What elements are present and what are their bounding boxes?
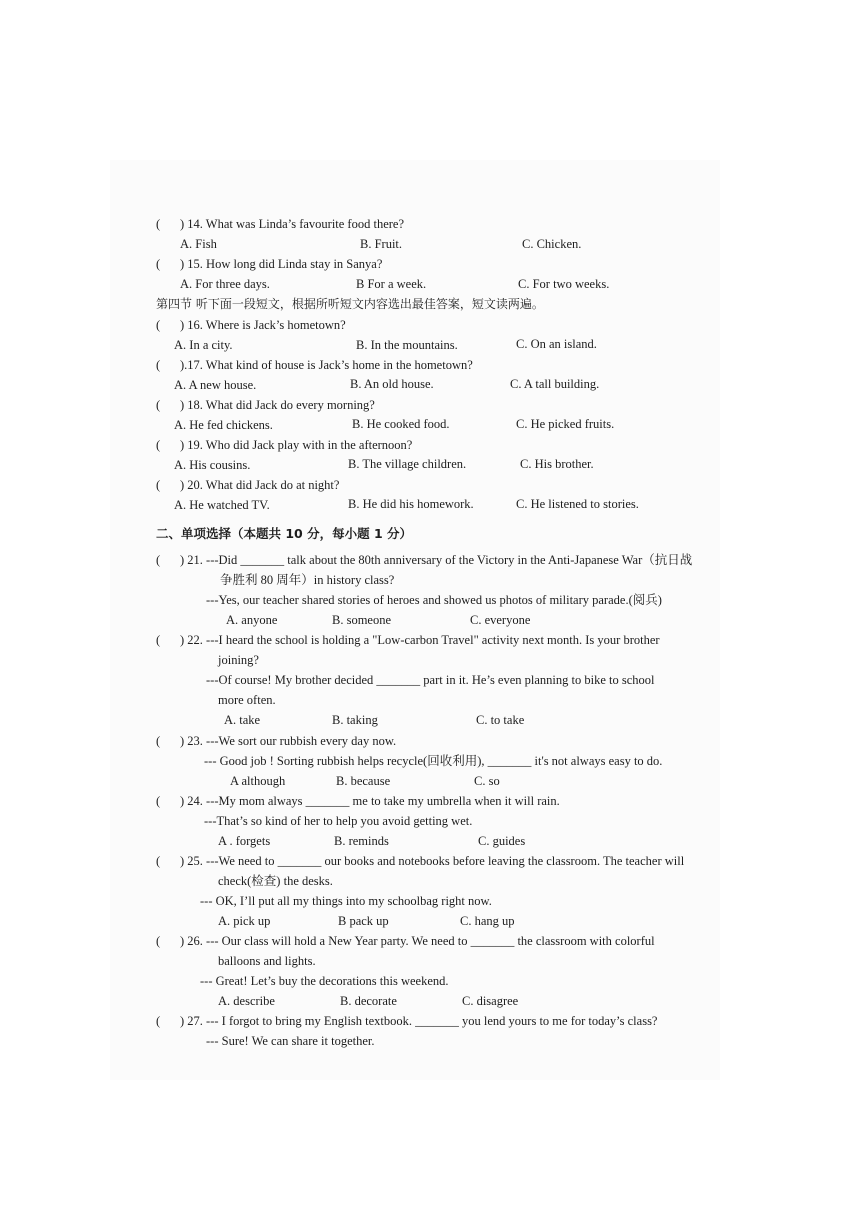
q24-option-a: A . forgets <box>218 834 271 848</box>
question-17: ).17. What kind of house is Jack’s home in the hometown? <box>180 358 473 372</box>
q15-option-b: B For a week. <box>356 277 427 291</box>
q22-option-a: A. take <box>224 713 261 727</box>
question-22: ) 22. ---I heard the school is holding a "Low-carbon Travel" activity next month. Is your brother <box>180 633 660 647</box>
answer-paren: ( <box>156 734 161 748</box>
q26-option-c: C. disagree <box>462 994 519 1008</box>
answer-paren: ( <box>156 438 161 452</box>
q19-option-b: B. The village children. <box>348 457 467 471</box>
question-25-cont: check(检查) the desks. <box>218 874 333 888</box>
answer-paren: ( <box>156 257 161 271</box>
q14-option-a: A. Fish <box>180 237 217 251</box>
q18-option-c: C. He picked fruits. <box>516 417 615 431</box>
answer-paren: ( <box>156 794 161 808</box>
q22-option-b: B. taking <box>332 713 378 727</box>
q22-option-c: C. to take <box>476 713 525 727</box>
answer-paren: ( <box>156 854 161 868</box>
question-21-reply: ---Yes, our teacher shared stories of heroes and showed us photos of military parade.(阅兵) <box>206 593 662 607</box>
question-26-cont: balloons and lights. <box>218 954 316 968</box>
q16-option-a: A. In a city. <box>174 338 233 352</box>
answer-paren: ( <box>156 1014 161 1028</box>
q24-option-c: C. guides <box>478 834 526 848</box>
q26-option-a: A. describe <box>218 994 275 1008</box>
q14-option-b: B. Fruit. <box>360 237 403 251</box>
question-26: ) 26. --- Our class will hold a New Year party. We need to _______ the classroom with colorful <box>180 934 655 948</box>
question-24-reply: ---That’s so kind of her to help you avoid getting wet. <box>204 814 473 828</box>
q18-option-b: B. He cooked food. <box>352 417 450 431</box>
q25-option-c: C. hang up <box>460 914 515 928</box>
question-22-cont: joining? <box>218 653 259 667</box>
q24-option-b: B. reminds <box>334 834 389 848</box>
q20-option-b: B. He did his homework. <box>348 497 474 511</box>
question-16: ) 16. Where is Jack’s hometown? <box>180 318 346 332</box>
answer-paren: ( <box>156 934 161 948</box>
question-24: ) 24. ---My mom always _______ me to take my umbrella when it will rain. <box>180 794 560 808</box>
q23-option-a: A although <box>230 774 286 788</box>
answer-paren: ( <box>156 553 161 567</box>
q19-option-a: A. His cousins. <box>174 458 251 472</box>
q23-option-b: B. because <box>336 774 391 788</box>
question-25: ) 25. ---We need to _______ our books and notebooks before leaving the classroom. The teacher will <box>180 854 685 868</box>
q21-option-a: A. anyone <box>226 613 278 627</box>
question-25-reply: --- OK, I’ll put all my things into my schoolbag right now. <box>200 894 492 908</box>
answer-paren: ( <box>156 318 161 332</box>
question-26-reply: --- Great! Let’s buy the decorations this weekend. <box>200 974 449 988</box>
q17-option-b: B. An old house. <box>350 377 434 391</box>
q14-option-c: C. Chicken. <box>522 237 582 251</box>
question-27: ) 27. --- I forgot to bring my English textbook. _______ you lend yours to me for today’s class? <box>180 1014 658 1028</box>
q18-option-a: A. He fed chickens. <box>174 418 273 432</box>
question-23: ) 23. ---We sort our rubbish every day now. <box>180 734 397 748</box>
answer-paren: ( <box>156 633 161 647</box>
question-19: ) 19. Who did Jack play with in the afternoon? <box>180 438 413 452</box>
q19-option-c: C. His brother. <box>520 457 594 471</box>
part-2-heading: 二、单项选择（本题共 10 分，每小题 1 分） <box>156 526 413 541</box>
answer-paren: ( <box>156 358 161 372</box>
section-4-instructions: 第四节 听下面一段短文，根据所听短文内容选出最佳答案，短文读两遍。 <box>156 297 544 311</box>
q25-option-b: B pack up <box>338 914 389 928</box>
question-20: ) 20. What did Jack do at night? <box>180 478 340 492</box>
question-21: ) 21. ---Did _______ talk about the 80th anniversary of the Victory in the Anti-Japanese War（抗日战 <box>180 553 693 567</box>
q15-option-c: C. For two weeks. <box>518 277 610 291</box>
question-27-reply: --- Sure! We can share it together. <box>206 1034 375 1048</box>
q23-option-c: C. so <box>474 774 500 788</box>
question-18: ) 18. What did Jack do every morning? <box>180 398 375 412</box>
q21-option-c: C. everyone <box>470 613 531 627</box>
q17-option-a: A. A new house. <box>174 378 257 392</box>
question-14: ) 14. What was Linda’s favourite food there? <box>180 217 404 231</box>
q20-option-c: C. He listened to stories. <box>516 497 639 511</box>
q21-option-b: B. someone <box>332 613 392 627</box>
q15-option-a: A. For three days. <box>180 277 270 291</box>
q17-option-c: C. A tall building. <box>510 377 600 391</box>
question-22-reply-cont: more often. <box>218 693 276 707</box>
answer-paren: ( <box>156 217 161 231</box>
q20-option-a: A. He watched TV. <box>174 498 270 512</box>
question-23-reply: --- Good job ! Sorting rubbish helps recycle(回收利用), _______ it's not always easy to do. <box>204 754 663 768</box>
answer-paren: ( <box>156 398 161 412</box>
q16-option-c: C. On an island. <box>516 337 597 351</box>
question-22-reply: ---Of course! My brother decided _______ part in it. He’s even planning to bike to school <box>206 673 655 687</box>
question-15: ) 15. How long did Linda stay in Sanya? <box>180 257 383 271</box>
q25-option-a: A. pick up <box>218 914 271 928</box>
answer-paren: ( <box>156 478 161 492</box>
question-21-cont: 争胜利 80 周年）in history class? <box>220 573 395 587</box>
q16-option-b: B. In the mountains. <box>356 338 458 352</box>
q26-option-b: B. decorate <box>340 994 397 1008</box>
